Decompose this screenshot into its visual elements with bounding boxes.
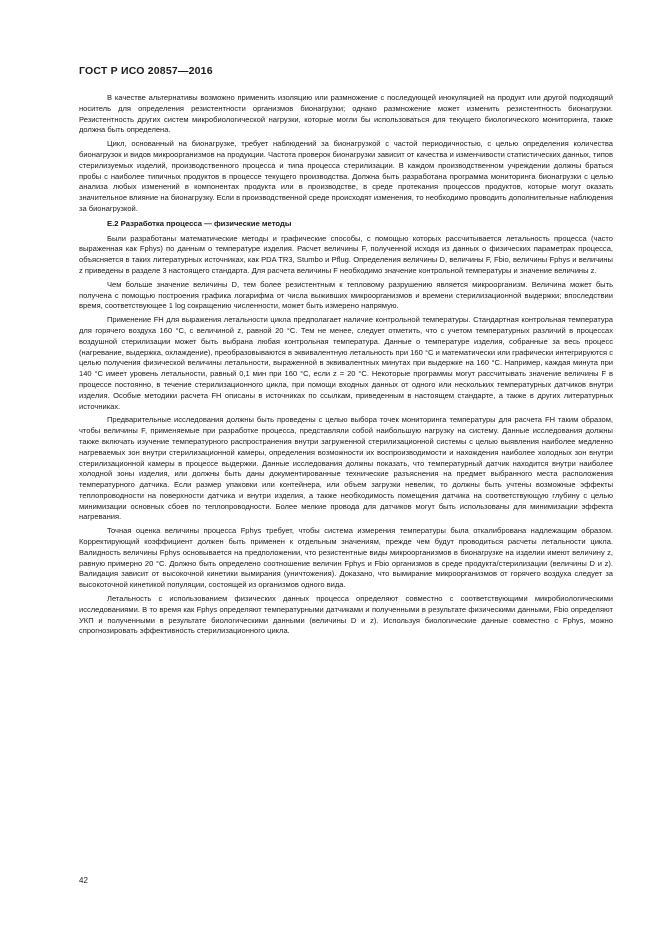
standard-header: ГОСТ Р ИСО 20857—2016 xyxy=(79,65,213,77)
paragraph-fphys-accuracy: Точная оценка величины процесса Fphys требует, чтобы система измерения температуры была откалибрована надлежащим образом. Корректирующий коэффициент должен быть применен к отдельным значениям, прежде чем будут проводиться расчеты летальности цикла. Валидность величины Fphys основывается на предположении, что резистентные виды микроорганизмов в бионагрузке на изделии имеют величину z, равную примерно 20 °С. Должно быть определено соотношение величин Fphys и Fbio организмов в среде продукта/стерилизации (величины D и z). Валидация зависит от высокочной кинетики вымирания (уничтожения). Доказано, что вымирание микроорганизмов от горячего воздуха следует за высокоточной кинетикой популяции, состоящей из организмов одного вида. xyxy=(79,526,613,590)
paragraph-lethality-physical: Летальность с использованием физических данных процесса определяют совместно с соответствующими микробиологическими исследованиями. В то время как Fphys определяют температурными датчиками и полученными в результате физическими данными, Fbio определяют УКП и полученными в результате биологическими данными (величины D и z). Используя биологические данные совместно с Fphys, можно спрогнозировать эффективность стерилизационного цикла. xyxy=(79,594,613,636)
paragraph-d-value: Чем больше значение величины D, тем более резистентным к тепловому разрушению является микроорганизм. Величина может быть получена с помощью построения графика логарифма от числа выживших микроорганизмов и времени стерилизационной выдержки; впоследствии время, соответствующее 1 log сокращению численности, может быть измерено напрямую. xyxy=(79,279,613,311)
section-heading: Е.2 Разработка процесса — физические методы xyxy=(107,218,292,228)
paragraph-fh-application: Применение FH для выражения летальности цикла предполагает наличие контрольной температуры. Стандартная контрольная температура для горячего воздуха 160 °С, с величиной z, равной 20 °С. Тем не менее, следует отметить, что с учетом температурных различий в процессах воздушной стерилизации может быть выбрана любая контрольная температура. Данные о температуре изделия, собранные за весь процесс (нагревание, выдержка, охлаждение), преобразовываются в эквивалентную летальность при 160 °С и математически или графически интегрируются с целью получения физической величины летальности, выраженной в эквивалентных минутах при выдержке на 160 °С. Например, каждая минута при 140 °С имеет уровень летальности, равный 0,1 мин при 160 °С, если z = 20 °С. Некоторые программы могут рассчитывать значение величины F в процессе постоянно, в течение стерилизационного цикла, при помощи входных данных от одного или нескольких температурных датчиков внутри изделия. Особые методики расчета FH описаны в источниках по ссылкам, приведенным в настоящем стандарте, а также в других литературных источниках. xyxy=(79,315,613,411)
page-number: 42 xyxy=(79,876,88,885)
paragraph-bioburden-isolation: В качестве альтернативы возможно применить изоляцию или размножение с последующей инокуляцией на продукт или другой подходящий носитель для определения резистентности организмов бионагрузки; однако размножение может изменить резистентность бионагрузки. Резистентность других систем микробиологической нагрузки, которые могли бы использоваться для текущего биологического мониторинга, также должна быть определена. xyxy=(79,93,613,135)
page-content xyxy=(79,93,613,640)
paragraph-bioburden-cycle: Цикл, основанный на бионагрузке, требует наблюдений за бионагрузкой с частой периодичностью, с целью определения количества бионагрузок и видов микроорганизмов на продукции. Частота проверок бионагрузки зависит от качества и изменчивости статистических данных, типов стерилизуемых изделий, производственного процесса и типа процесса стерилизации. В каждом производственном учреждении должны браться пробы с наиболее типичных продуктов в процессе текущего производства. Должна быть разработана программа мониторинга бионагрузки с целью анализа любых изменений в компонентах продукта или в производстве, в среде протекания процессов продуктов, которые могут оказать значительное влияние на бионагрузку. Если в производственной среде происходят изменения, то необходимо проводить дополнительные наблюдения за бионагрузкой. xyxy=(79,139,613,213)
paragraph-preliminary-studies: Предварительные исследования должны быть проведены с целью выбора точек мониторинга температуры для расчета FH таким образом, чтобы величины F, применяемые при разработке процесса, представляли собой наибольшую нагрузку на систему. Данные исследования должны также включать изучение температурного распространения внутри загруженной стерилизационной системы с целью выявления наиболее медленно нагреваемых зон внутри стерилизационной камеры, определения возможности их воспроизводимости и нахождения наиболее холодных зон внутри стерилизационной камеры в процессе выдержки. Данные исследования должны показать, что температурный датчик находится внутри наиболее холодной зоны изделия, или должны быть даны документированные технические разъяснения на предмет выбранного места расположения температурного датчика. Если размер упаковки или контейнера, или объем загрузки невелик, то должны быть учтены возможные эффекты теплопроводности на поверхности датчика и внутри изделия, а также необходимость помещения датчика на соответствующую глубину с целью минимизации основных сбоев по теплопроводности. Более мелкие провода для датчиков могут быть использованы для минимизации эффекта нагревания. xyxy=(79,415,613,522)
paragraph-math-methods: Были разработаны математические методы и графические способы, с помощью которых рассчитывается летальность процесса (часто выраженная как Fphys) по данным о температуре изделия. Расчет величины F, полученной исходя из данных о физических параметрах процесса, объясняется в таких литературных источниках, как PDA TR3, Stumbo и Pflug. Определения величины D, величины F, Fbio, величины Fphys и величины z приведены в разделе 3 настоящего стандарта. Для расчета величины F необходимо значение контрольной температуры и значение величины z. xyxy=(79,233,613,275)
